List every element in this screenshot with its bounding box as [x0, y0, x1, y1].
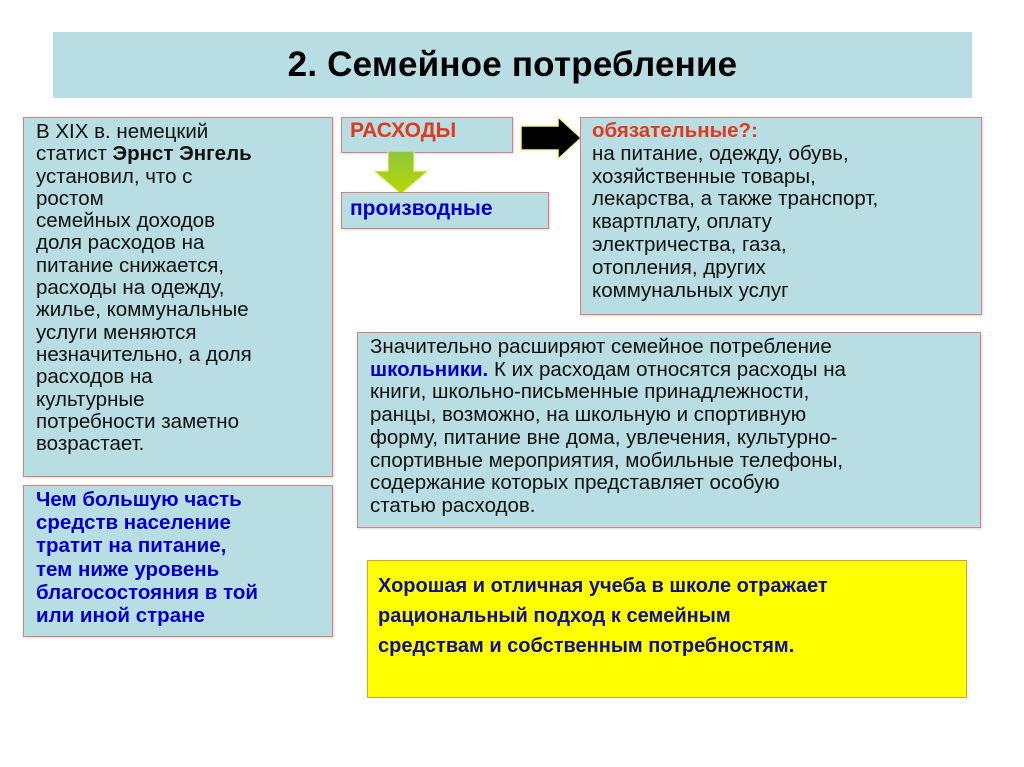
conclusion-line: тратит на питание, — [36, 534, 227, 558]
engel-line: жилье, коммунальные — [36, 298, 249, 322]
students-line: ранцы, возможно, на школьную и спортивную — [370, 403, 807, 427]
conclusion-line: или иной стране — [36, 604, 205, 628]
black-right-arrow-icon — [520, 116, 582, 160]
students-line: книги, школьно-письменные принадлежности, — [370, 380, 810, 404]
engel-line: потребности заметно — [36, 409, 239, 433]
mandatory-expenses-box — [580, 117, 982, 315]
students-line-rest: К их расходам относятся расходы на — [488, 357, 846, 381]
engel-line: В XIX в. немецкий — [36, 120, 209, 143]
mandatory-line: лекарства, а также транспорт, — [592, 187, 879, 211]
engel-line: расходы на одежду, — [36, 276, 225, 300]
engel-line: доля расходов на — [36, 231, 205, 255]
engel-line: ростом — [36, 186, 104, 210]
engel-name: Эрнст Энгель — [112, 142, 252, 166]
engel-line: расходов на — [36, 365, 153, 389]
engel-text — [36, 121, 320, 455]
conclusion-box — [23, 485, 333, 637]
mandatory-heading: обязательные?: — [592, 119, 758, 142]
students-line: содержание которых представляет особую — [370, 471, 780, 495]
derived-box — [341, 192, 549, 229]
study-line: средствам и собственным потребностям. — [378, 635, 795, 657]
students-highlight: школьники. — [370, 357, 489, 381]
mandatory-line: коммунальных услуг — [592, 278, 789, 302]
engel-line: установил, что с — [36, 164, 193, 188]
students-line — [370, 359, 968, 382]
study-text — [378, 571, 956, 661]
engel-law-box — [23, 117, 333, 477]
engel-line: незначительно, а доля — [36, 342, 252, 366]
students-line: спортивные мероприятия, мобильные телефоны, — [370, 448, 844, 472]
engel-line: культурные — [36, 387, 145, 411]
students-line: форму, питание вне дома, увлечения, культурно- — [370, 425, 838, 449]
engel-line: питание снижается, — [36, 253, 225, 277]
conclusion-line: средств население — [36, 511, 231, 535]
expenses-box — [341, 117, 513, 153]
mandatory-line: электричества, газа, — [592, 232, 787, 256]
expenses-label: РАСХОДЫ — [350, 119, 457, 142]
students-line: статью расходов. — [370, 493, 536, 517]
engel-line-prefix: статист — [36, 142, 113, 166]
students-expenses-box — [357, 332, 981, 528]
conclusion-line: благосостояния в той — [36, 580, 258, 604]
conclusion-line: тем ниже уровень — [36, 557, 220, 581]
conclusion-line: Чем большую часть — [36, 488, 242, 511]
mandatory-line: отопления, других — [592, 255, 766, 279]
study-line: рациональный подход к семейным — [378, 605, 731, 627]
engel-line: услуги меняются — [36, 320, 197, 344]
mandatory-line: квартплату, оплату — [592, 210, 772, 234]
students-text — [370, 336, 968, 518]
engel-line: семейных доходов — [36, 209, 215, 233]
title-banner — [53, 32, 972, 98]
mandatory-line: на питание, одежду, обувь, — [592, 141, 849, 165]
green-down-arrow-icon — [373, 151, 429, 195]
conclusion-text — [36, 488, 320, 627]
derived-label: производные — [350, 197, 493, 220]
engel-line: возрастает. — [36, 432, 145, 456]
study-line: Хорошая и отличная учеба в школе отражает — [378, 575, 828, 597]
study-highlight-box — [367, 560, 967, 698]
slide-title: 2. Семейное потребление — [287, 45, 738, 84]
engel-line — [36, 143, 320, 165]
students-line: Значительно расширяют семейное потребление — [370, 335, 832, 358]
mandatory-text — [592, 120, 970, 302]
mandatory-line: хозяйственные товары, — [592, 164, 816, 188]
